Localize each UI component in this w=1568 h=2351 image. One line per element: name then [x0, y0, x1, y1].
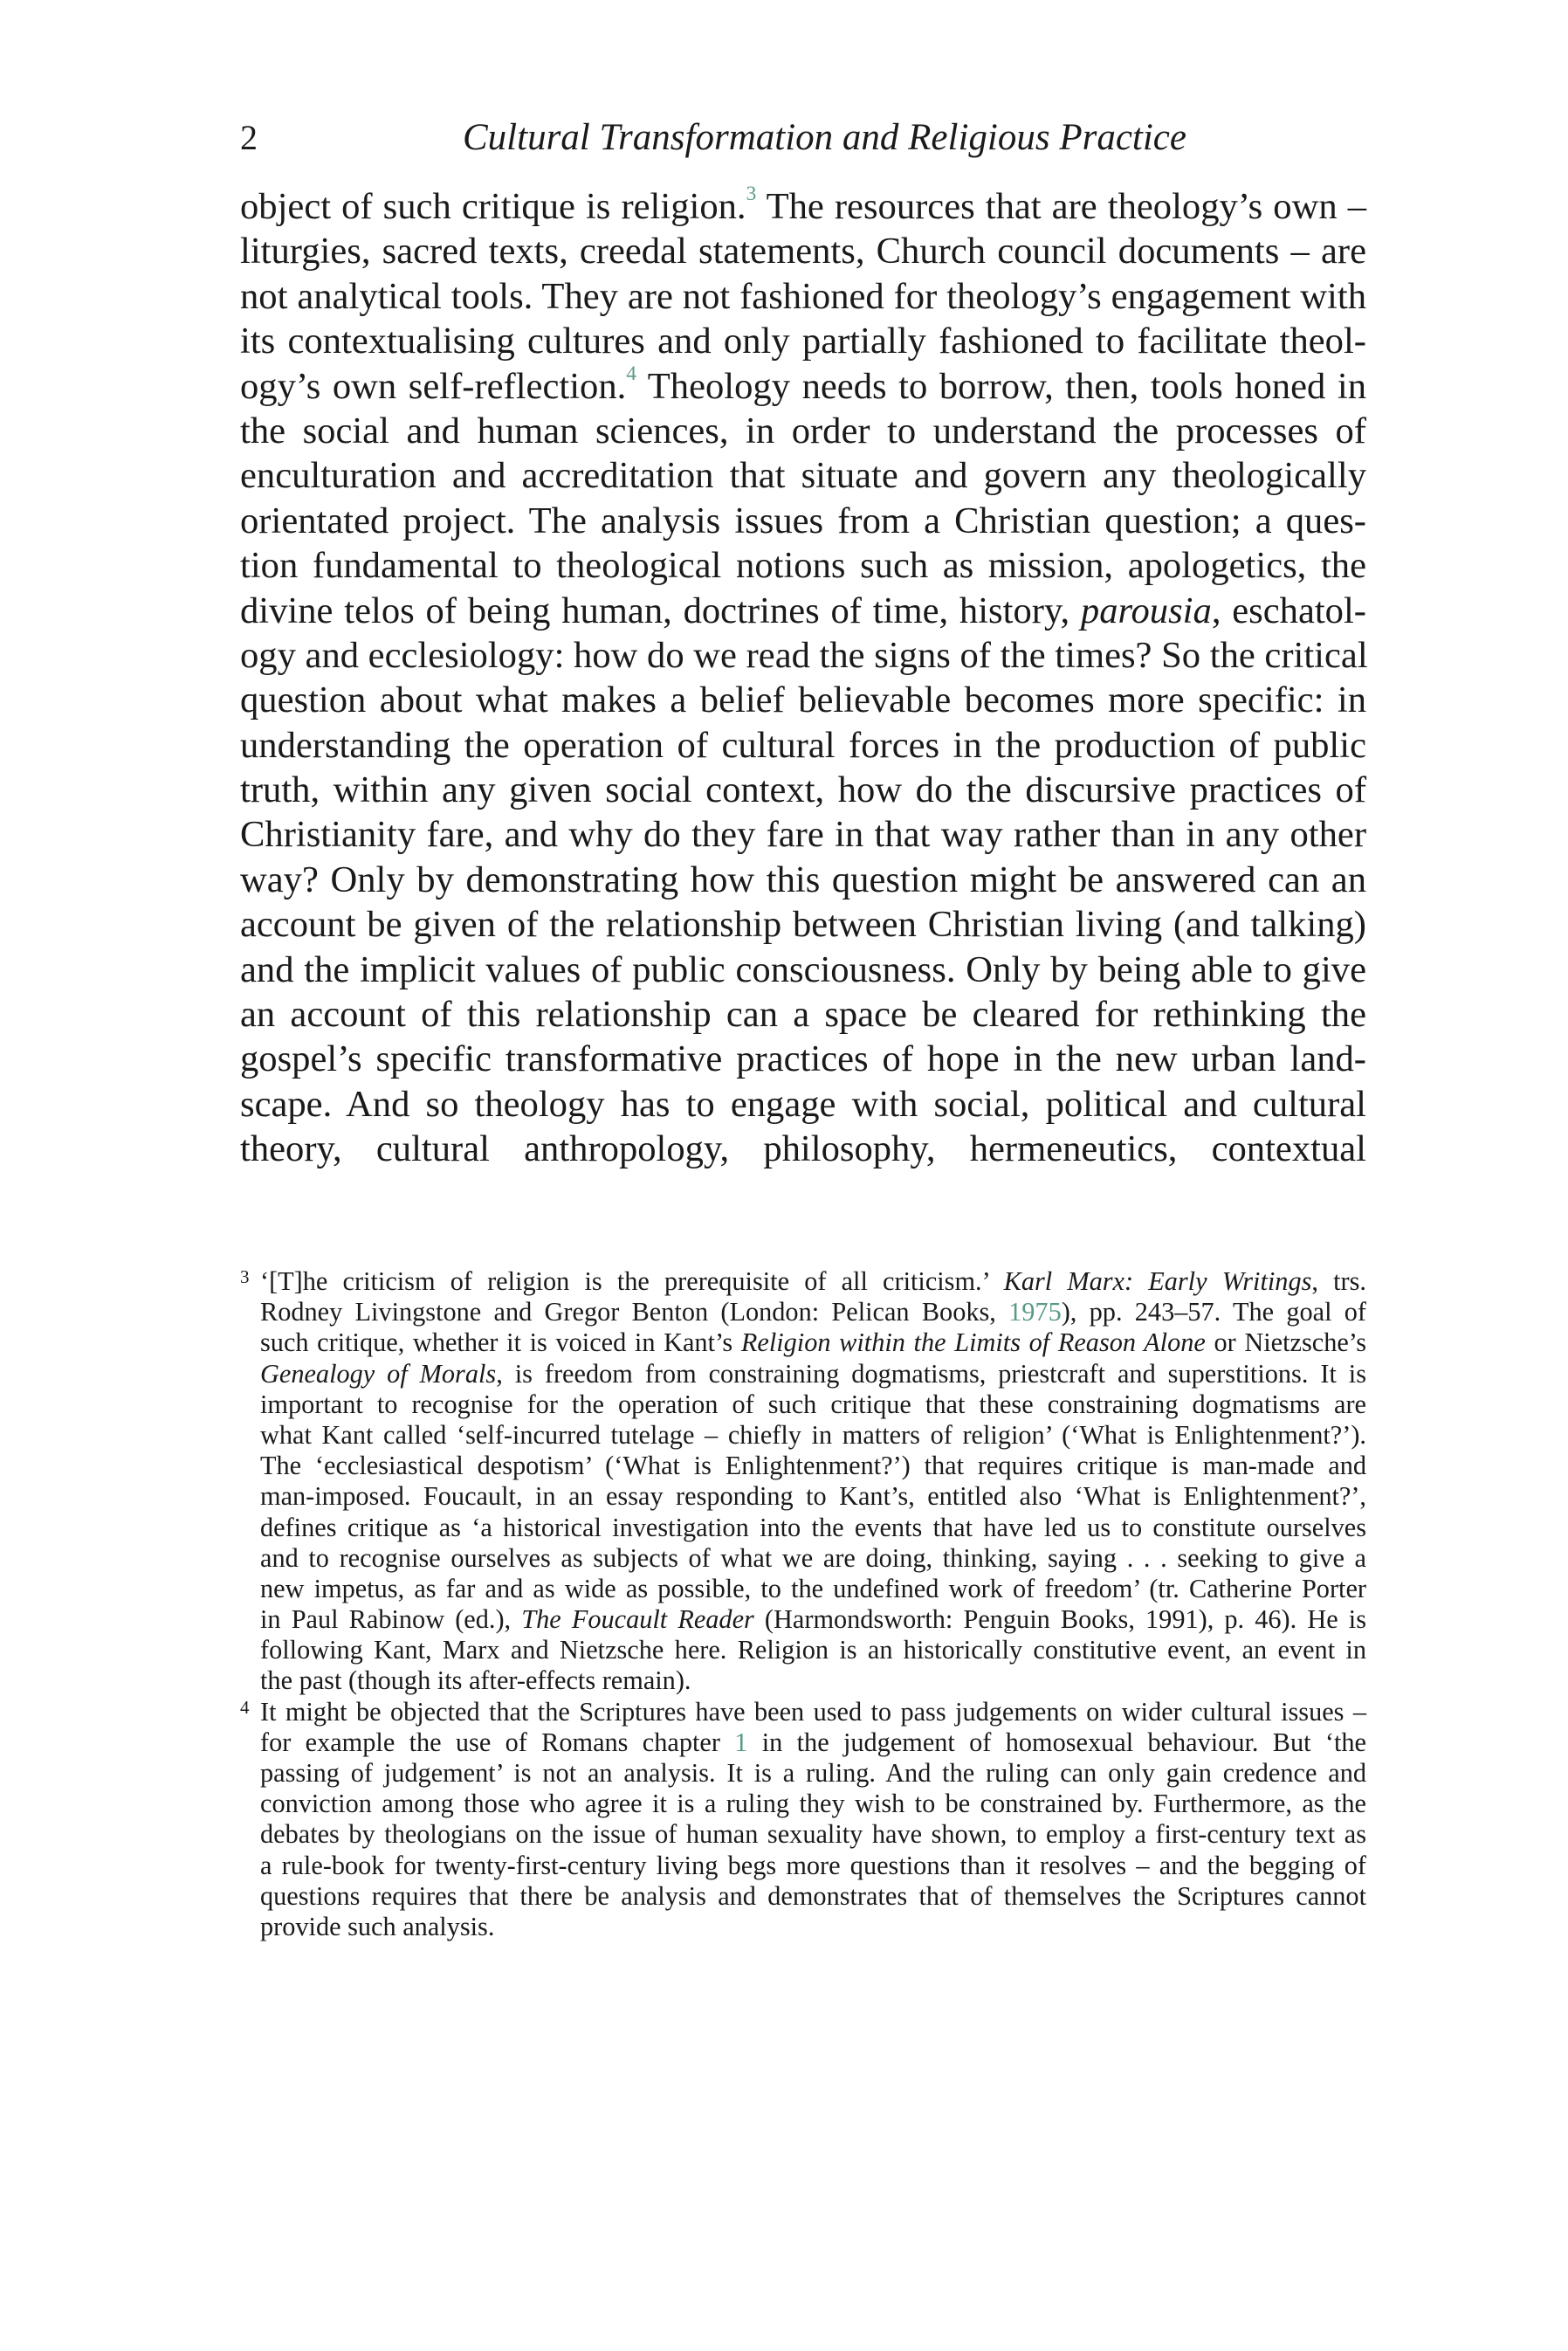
text-line: understanding the operation of cultural forces in the production of public: [240, 724, 1366, 766]
footnote-line: debates by theologians on the issue of human sexuality have shown, to employ a first-century text as: [260, 1819, 1366, 1850]
footnote-line: such critique, whether it is voiced in Kant’s Religion within the Limits of Reason Alone or Nietzsche’s: [260, 1327, 1366, 1358]
footnote-ref-3[interactable]: 3: [746, 182, 757, 205]
italic-term: parousia: [1080, 589, 1212, 631]
footnote-line: provide such analysis.: [260, 1911, 495, 1941]
text-line: enculturation and accreditation that situate and govern any theologically: [240, 455, 1366, 497]
text-line: theory, cultural anthropology, philosophy, hermeneutics, contextual: [240, 1128, 1366, 1170]
text-line: orientated project. The analysis issues from a Christian question; a ques-: [240, 500, 1366, 541]
footnote-line: following Kant, Marx and Nietzsche here. Religion is an historically constitutive event, an event in: [260, 1635, 1366, 1665]
running-header: [240, 112, 1366, 164]
footnote-line: what Kant called ‘self-incurred tutelage – chiefly in matters of religion’ (‘What is Enlightenment?’).: [260, 1419, 1366, 1450]
footnote-line: man-imposed. Foucault, in an essay responding to Kant’s, entitled also ‘What is Enlightenment?’,: [260, 1481, 1366, 1512]
page-number: 2: [240, 118, 258, 157]
text-line: ogy and ecclesiology: how do we read the signs of the times? So the critical: [240, 634, 1368, 676]
text-line: not analytical tools. They are not fashioned for theology’s engagement with: [240, 275, 1366, 317]
text-line: scape. And so theology has to engage with social, political and cultural: [240, 1083, 1366, 1125]
footnote-line: ‘[T]he criticism of religion is the prerequisite of all criticism.’ Karl Marx: Early Writings, trs.: [260, 1266, 1366, 1296]
footnote-line: The ‘ecclesiastical despotism’ (‘What is Enlightenment?’) that requires critique is man-made and: [260, 1451, 1366, 1481]
footnote-line: conviction among those who agree it is a ruling they wish to be constrained by. Furthermore, as the: [260, 1789, 1366, 1819]
footnote-line: new impetus, as far and as wide as possible, to the undefined work of freedom’ (tr. Catherine Porter: [260, 1573, 1366, 1603]
text-line: ogy’s own self-reflection.$^4$ Theology needs to borrow, then, tools honed in: [240, 362, 1366, 407]
text-line: object of such critique is religion.$^3$ The resources that are theology’s own –: [240, 182, 1366, 227]
footnote-line: for example the use of Romans chapter 1 in the judgement of homosexual behaviour. But ‘the: [260, 1727, 1366, 1757]
footnote-line: defines critique as ‘a historical investigation into the events that have led us to constitute ourselves: [260, 1512, 1366, 1542]
footnote-line: Rodney Livingstone and Gregor Benton (London: Pelican Books, 1975), pp. 243–57. The goal of: [260, 1297, 1366, 1327]
footnote-3: [240, 1266, 1366, 1697]
text-line: the social and human sciences, in order to understand the processes of: [240, 410, 1366, 452]
text-line: an account of this relationship can a space be cleared for rethinking the: [240, 994, 1366, 1036]
chapter-link[interactable]: 1: [734, 1727, 748, 1757]
text-line: way? Only by demonstrating how this question might be answered can an: [240, 858, 1366, 900]
footnote-line: passing of judgement’ is not an analysis. It is a ruling. And the ruling can only gain credence and: [260, 1758, 1366, 1788]
footnote-line: Genealogy of Morals, is freedom from constraining dogmatisms, priestcraft and superstitions. It is: [260, 1358, 1367, 1389]
footnote-line: questions requires that there be analysis and demonstrates that of themselves the Scriptures cannot: [260, 1880, 1366, 1911]
main-text: [240, 184, 1366, 1172]
footnote-line: important to recognise for the operation of such critique that these constraining dogmatisms are: [260, 1389, 1366, 1419]
year-link[interactable]: 1975: [1008, 1297, 1062, 1327]
text-line: liturgies, sacred texts, creedal statements, Church council documents – are: [240, 231, 1366, 272]
footnote-line: It might be objected that the Scriptures have been used to pass judgements on wider cultural issues –: [260, 1696, 1366, 1727]
footnote-line: in Paul Rabinow (ed.), The Foucault Reader (Harmondsworth: Penguin Books, 1991), p. 46). He is: [260, 1604, 1366, 1635]
footnote-ref-4[interactable]: 4: [626, 362, 636, 385]
footnote-line: the past (though its after-effects remain).: [260, 1665, 691, 1696]
running-title: Cultural Transformation and Religious Practice: [463, 117, 1186, 158]
text-line: account be given of the relationship between Christian living (and talking): [240, 904, 1366, 946]
text-line: its contextualising cultures and only partially fashioned to facilitate theol-: [240, 321, 1366, 362]
text-line: truth, within any given social context, how do the discursive practices of: [240, 769, 1366, 811]
footnote-4: [240, 1697, 1366, 1943]
text-line: question about what makes a belief believable becomes more specific: in: [240, 679, 1366, 721]
text-line: gospel’s specific transformative practices of hope in the new urban land-: [240, 1038, 1366, 1080]
footnote-marker: 3: [240, 1266, 250, 1287]
text-line: Christianity fare, and why do they fare in that way rather than in any other: [240, 814, 1366, 856]
footnotes: [240, 1266, 1366, 1942]
footnote-line: a rule-book for twenty-first-century living begs more questions than it resolves – and the begging of: [260, 1850, 1366, 1880]
footnote-line: and to recognise ourselves as subjects of what we are doing, thinking, saying . . . seeking to give a: [260, 1542, 1366, 1573]
text-line: tion fundamental to theological notions such as mission, apologetics, the: [240, 545, 1366, 587]
text-line: and the implicit values of public consciousness. Only by being able to give: [240, 948, 1366, 990]
text-line: divine telos of being human, doctrines of time, history, parousia, eschatol-: [240, 589, 1366, 631]
footnote-marker: 4: [240, 1696, 250, 1718]
